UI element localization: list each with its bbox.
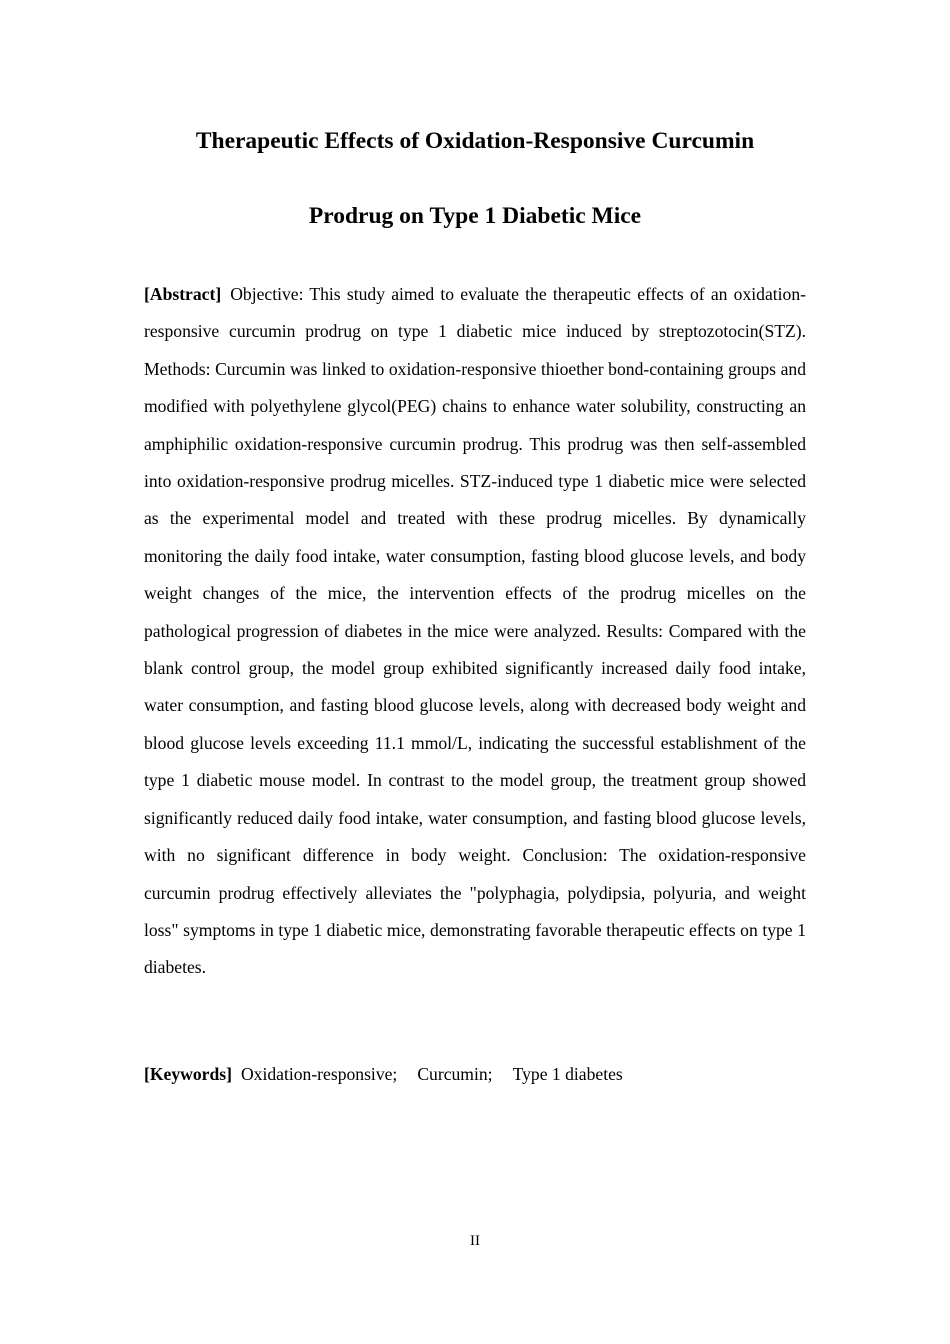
abstract-label: [Abstract] <box>144 284 222 304</box>
title-line-2: Prodrug on Type 1 Diabetic Mice <box>308 203 642 229</box>
keyword-item: Oxidation-responsive; <box>240 1064 398 1084</box>
page-number: II <box>470 1233 480 1249</box>
abstract-paragraph <box>144 276 806 987</box>
abstract-text: Objective: This study aimed to evaluate the therapeutic effects of an oxidation-responsive curcumin prodrug on type 1 diabetic mice induced by streptozotocin(STZ). Methods: Curcumin was linked to oxidation-responsive thioether bond-containing groups and modified with polyethylene glycol(PEG) chains to enhance water solubility, constructing an amphiphilic oxidation-responsive curcumin prodrug. This prodrug was then self-assembled into oxidation-responsive prodrug micelles. STZ-induced type 1 diabetic mice were selected as the experimental model and treated with these prodrug micelles. By dynamically monitoring the daily food intake, water consumption, fasting blood glucose levels, and body weight changes of the mice, the intervention effects of the prodrug micelles on the pathological progression of diabetes in the mice were analyzed. Results: Compared with the blank control group, the model group exhibited significantly increased daily food intake, water consumption, and fasting blood glucose levels, along with decreased body weight and blood glucose levels exceeding 11.1 mmol/L, indicating the successful establishment of the type 1 diabetic mouse model. In contrast to the model group, the treatment group showed significantly reduced daily food intake, water consumption, and fasting blood glucose levels, with no significant difference in body weight. Conclusion: The oxidation-responsive curcumin prodrug effectively alleviates the "polyphagia, polydipsia, polyuria, and weight loss" symptoms in type 1 diabetic mice, demonstrating favorable therapeutic effects on type 1 diabetes. <box>144 284 806 978</box>
keyword-item: Curcumin; <box>417 1064 493 1084</box>
keywords-line <box>144 1059 806 1089</box>
keyword-item: Type 1 diabetes <box>512 1064 623 1084</box>
keywords-label: [Keywords] <box>144 1064 232 1084</box>
title-line-1: Therapeutic Effects of Oxidation-Responsive Curcumin <box>195 128 755 154</box>
